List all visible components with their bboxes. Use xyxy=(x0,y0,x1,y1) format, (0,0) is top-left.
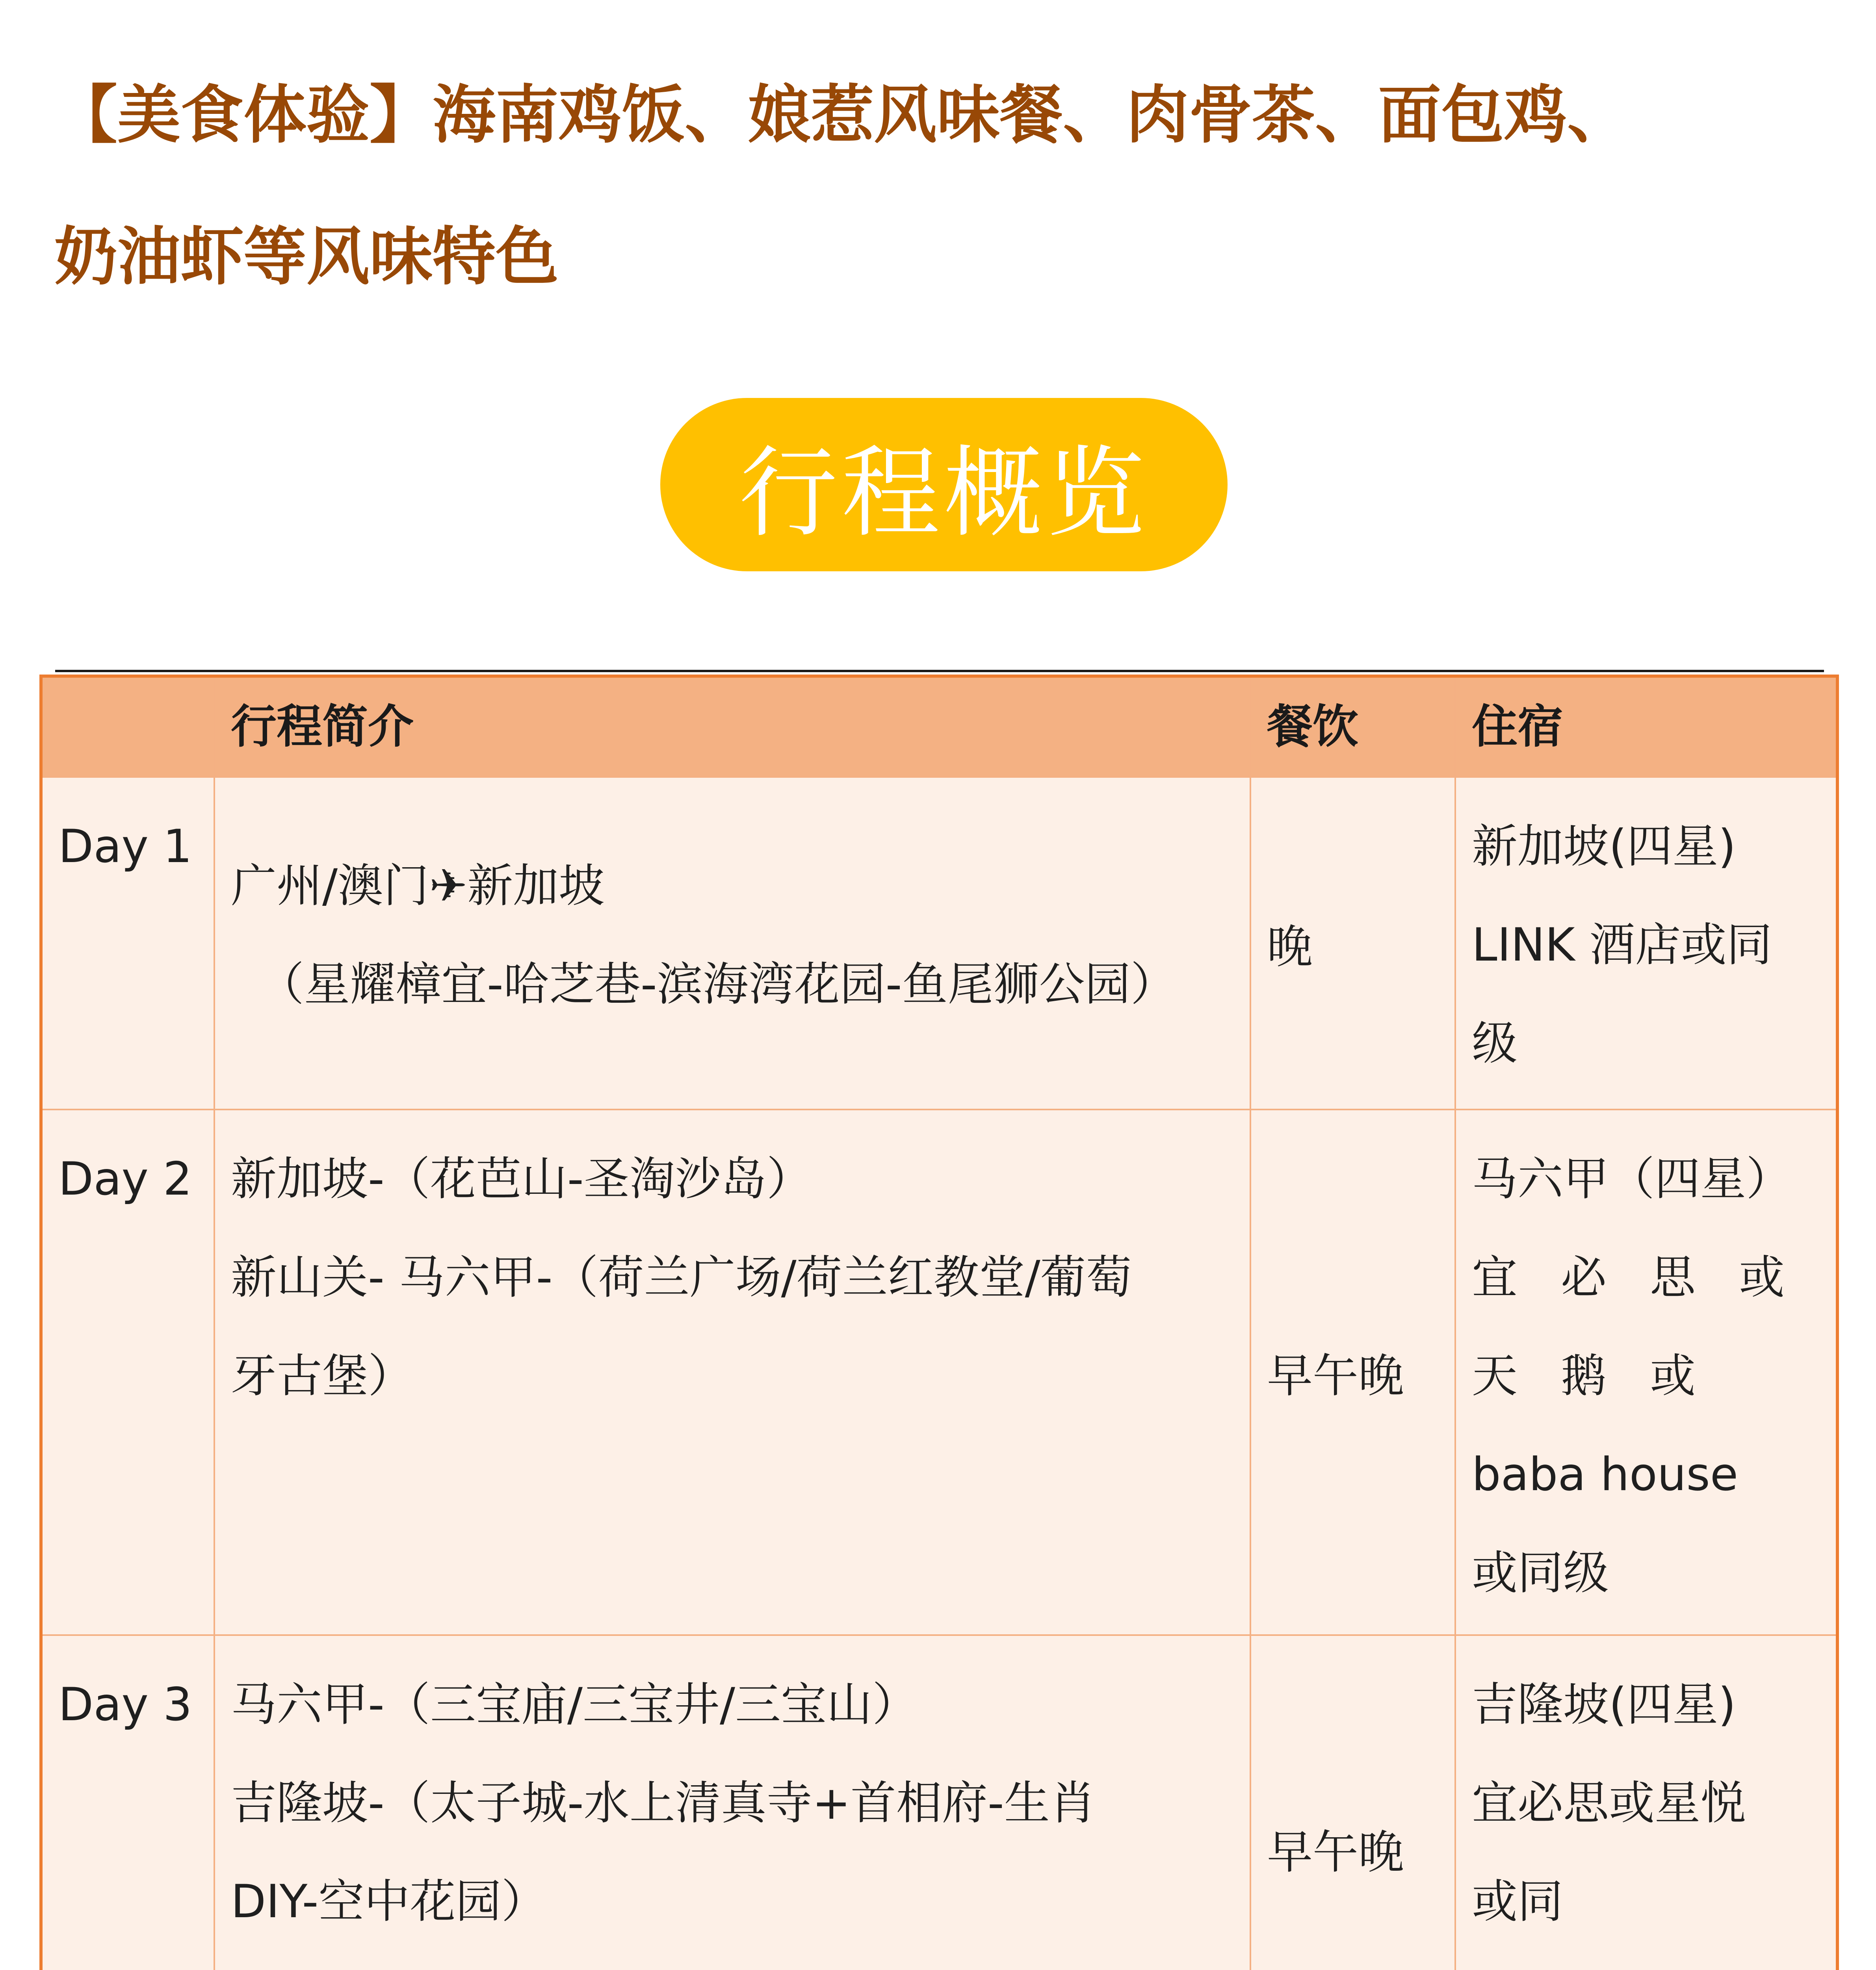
headline-line-2: 奶油虾等风味特色 xyxy=(54,220,559,294)
hotel-line: baba house xyxy=(1472,1448,1739,1501)
header-accommodation: 住宿 xyxy=(1455,676,1837,777)
header-meals: 餐饮 xyxy=(1250,676,1455,777)
itinerary-table xyxy=(39,675,1839,1970)
hotel-line: 天鹅或 xyxy=(1472,1349,1739,1403)
itinerary-line: 新加坡-（花芭山-圣淘沙岛） xyxy=(231,1152,812,1206)
day-cell: Day 2 xyxy=(41,1110,214,1635)
itinerary-line: 吉隆坡-（太子城-水上清真寺+首相府-生肖 xyxy=(231,1777,1096,1830)
itinerary-cell xyxy=(214,1635,1250,1970)
table-row xyxy=(41,1635,1837,1970)
table-row xyxy=(41,1110,1837,1635)
hotel-line: 宜必思或星悦 xyxy=(1472,1777,1746,1830)
hotel-line: 级 xyxy=(1472,1017,1518,1070)
table-row xyxy=(41,777,1837,1110)
itinerary-line: DIY-空中花园） xyxy=(231,1875,547,1928)
day-cell: Day 3 xyxy=(41,1635,214,1970)
headline-line-1: 【美食体验】海南鸡饭、娘惹风味餐、肉骨茶、面包鸡、 xyxy=(54,78,1631,152)
meals-cell: 早午晚 xyxy=(1250,1110,1455,1635)
section-title: 行程概览 xyxy=(739,436,1149,550)
meals-cell: 早午晚 xyxy=(1250,1635,1455,1970)
meals-cell: 晚 xyxy=(1250,777,1455,1110)
header-itinerary: 行程简介 xyxy=(214,676,1250,777)
table-header-row xyxy=(41,676,1837,777)
hotel-cell xyxy=(1455,777,1837,1110)
itinerary-cell xyxy=(214,777,1250,1110)
hotel-line: 或同 xyxy=(1472,1875,1563,1928)
itinerary-line: 牙古堡） xyxy=(231,1349,414,1403)
itinerary-line: 广州/澳门✈新加坡 xyxy=(231,859,605,913)
day-cell: Day 1 xyxy=(41,777,214,1110)
hotel-cell xyxy=(1455,1110,1837,1635)
hotel-line: LINK 酒店或同 xyxy=(1472,918,1772,972)
itinerary-line: 新山关- 马六甲-（荷兰广场/荷兰红教堂/葡萄 xyxy=(231,1251,1132,1304)
hotel-line: 吉隆坡(四星) xyxy=(1472,1678,1736,1731)
header-day xyxy=(41,676,214,777)
hotel-line xyxy=(1472,1951,1820,1970)
hotel-cell xyxy=(1455,1635,1837,1970)
divider-line xyxy=(55,670,1824,672)
itinerary-cell xyxy=(214,1110,1250,1635)
hotel-line: 新加坡(四星) xyxy=(1472,820,1736,873)
itinerary-line: （星耀樟宜-哈芝巷-滨海湾花园-鱼尾狮公园） xyxy=(258,958,1176,1011)
hotel-line: 宜必思或 xyxy=(1472,1251,1828,1304)
itinerary-line: 马六甲-（三宝庙/三宝井/三宝山） xyxy=(231,1678,918,1731)
hotel-line: 或同级 xyxy=(1472,1546,1609,1600)
section-title-badge xyxy=(660,398,1228,571)
hotel-line: 马六甲（四星） xyxy=(1472,1152,1792,1206)
